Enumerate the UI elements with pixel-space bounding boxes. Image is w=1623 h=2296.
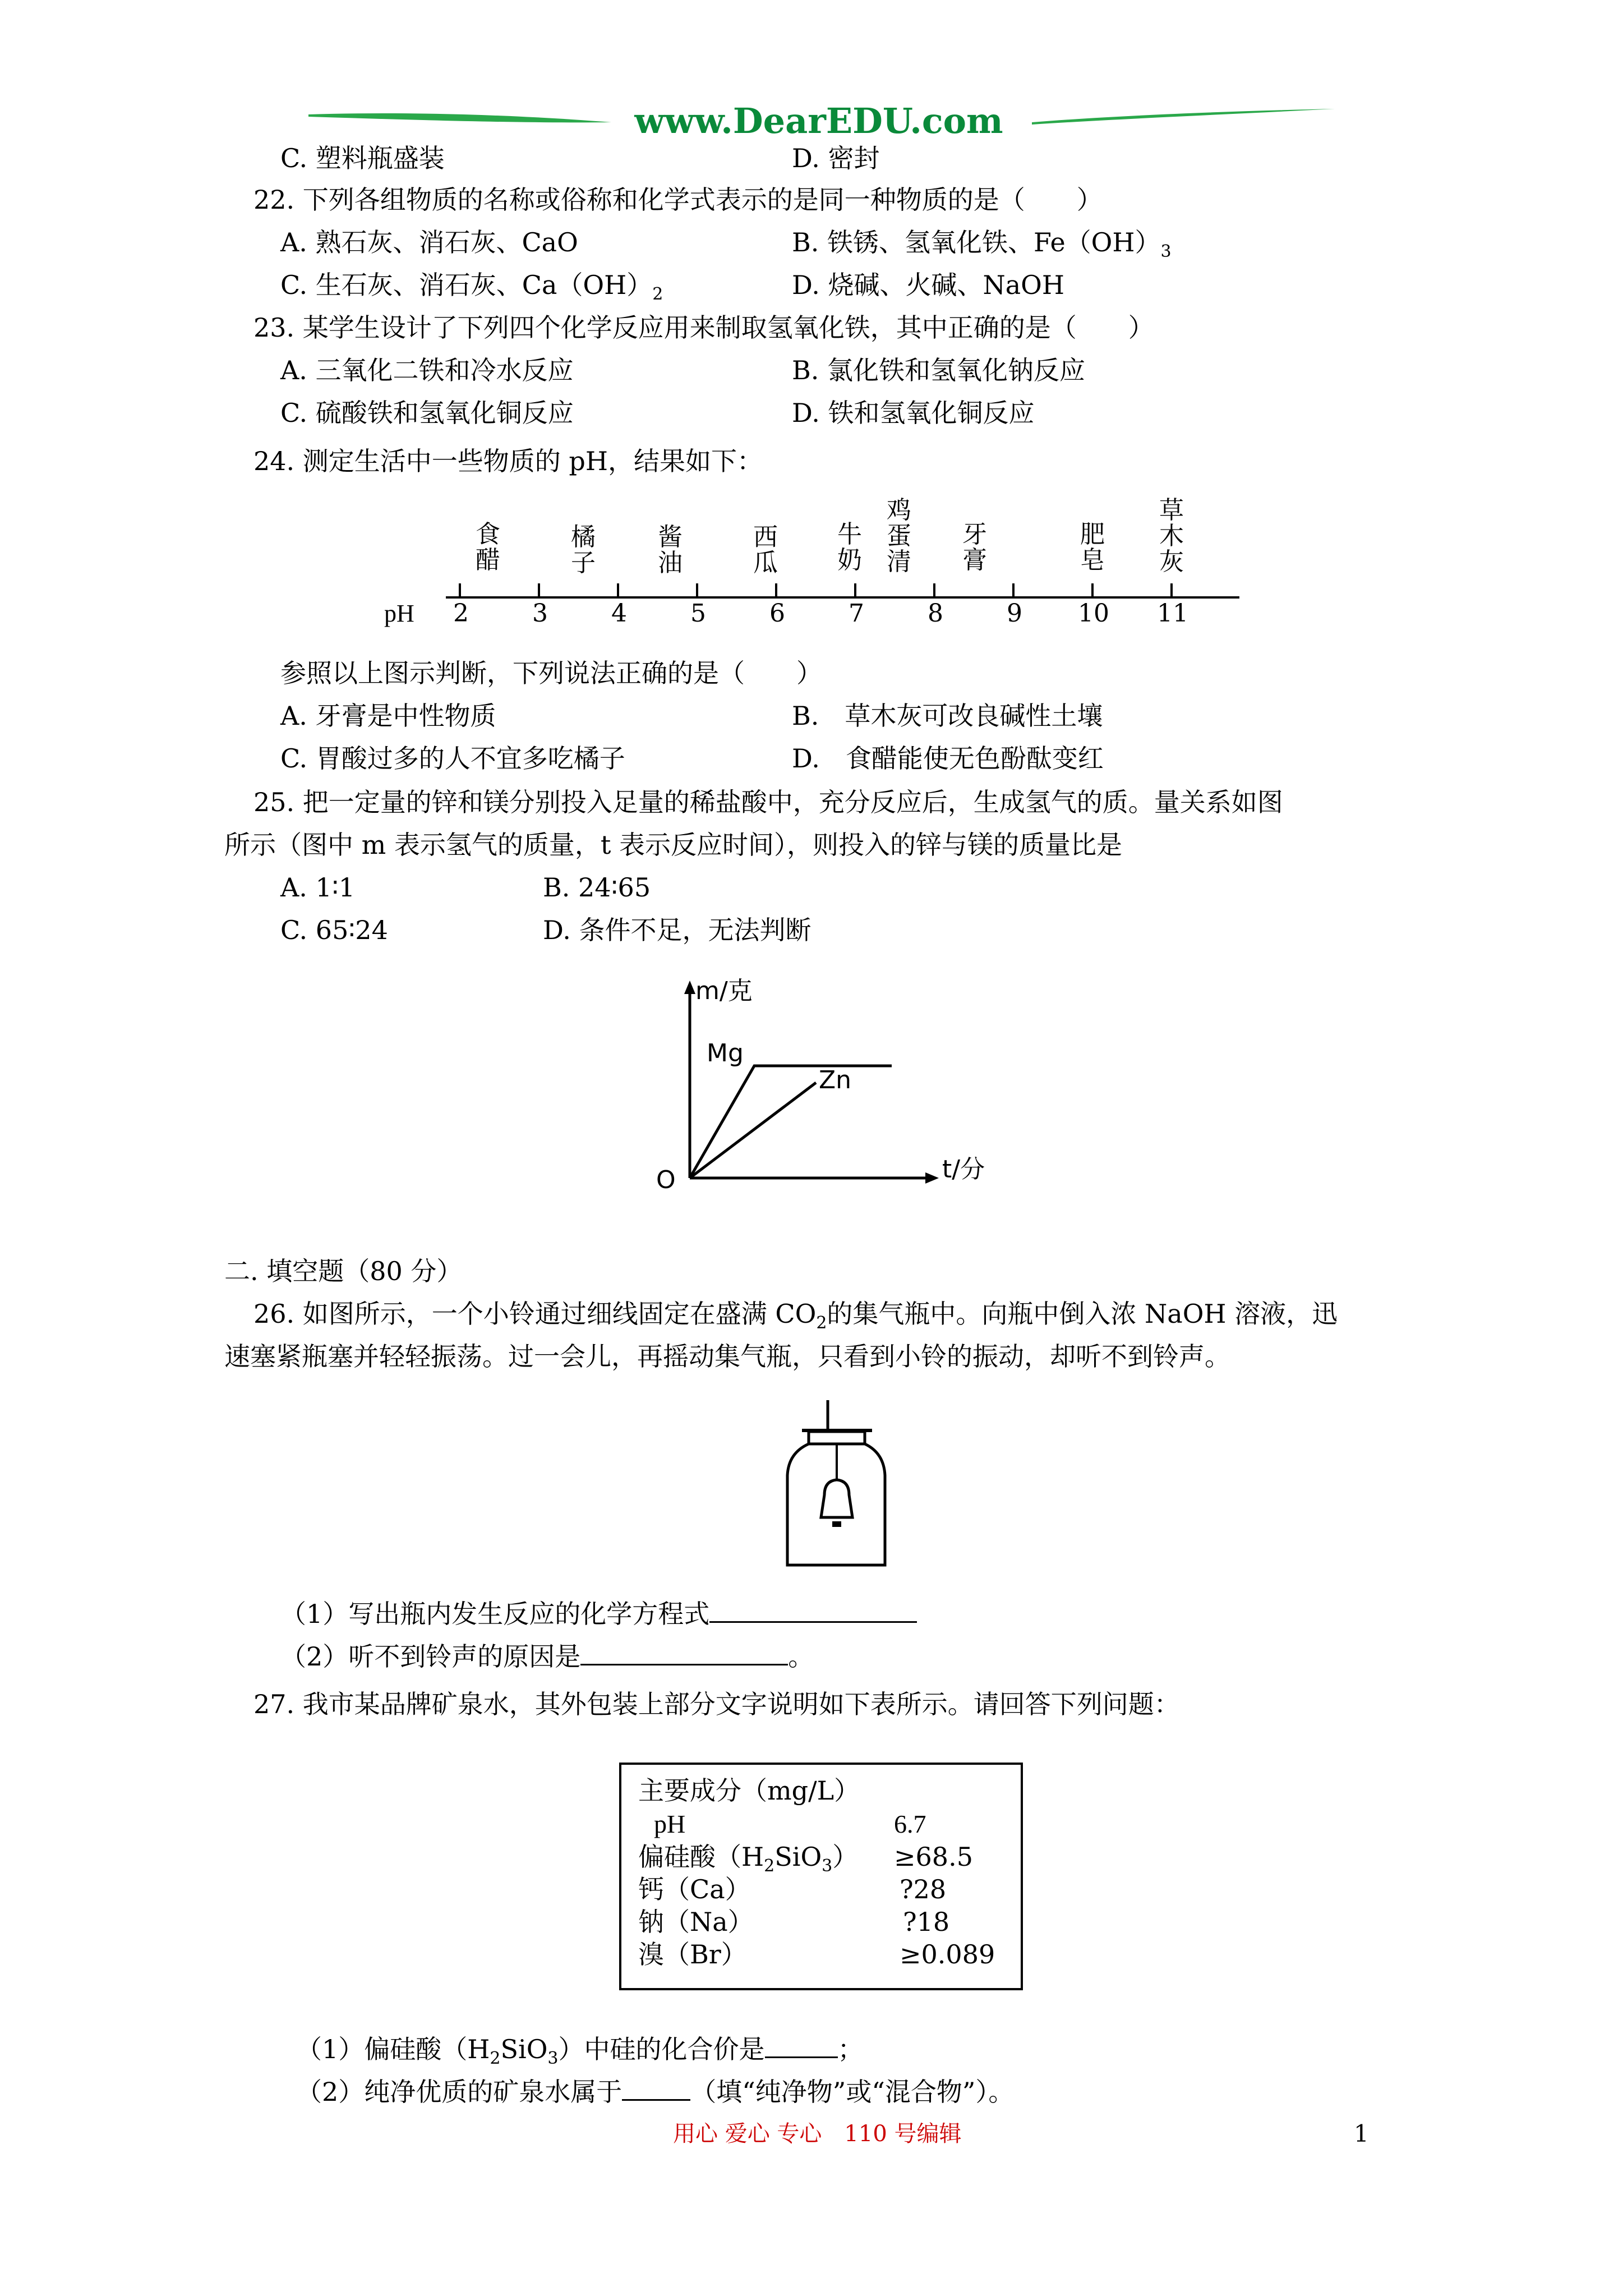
q22-option-d: D. 烧碱、火碱、NaOH (792, 270, 1064, 300)
ph-tick-2: 2 (453, 599, 469, 628)
graph-origin: O (656, 1166, 676, 1194)
q25-option-c: C. 65∶24 (280, 915, 388, 945)
mg-line (690, 1066, 892, 1178)
ph-label-milk: 牛奶 (837, 520, 862, 574)
ph-label-watermelon: 西瓜 (753, 523, 778, 577)
header-banner (303, 99, 1335, 144)
q26-sub1-answer-blank[interactable] (709, 1596, 917, 1623)
header-logo[interactable]: www.DearEDU.com (634, 100, 1003, 141)
q25-option-d: D. 条件不足，无法判断 (543, 915, 811, 945)
ph-scale-figure (381, 494, 1251, 639)
q27-stem: 27. 我市某品牌矿泉水，其外包装上部分文字说明如下表所示。请回答下列问题： (253, 1689, 1180, 1719)
table-row2-name: 钙（Ca） (638, 1874, 751, 1904)
q26-sub1: （1）写出瓶内发生反应的化学方程式 (280, 1596, 917, 1631)
q23-stem: 23. 某学生设计了下列四个化学反应用来制取氢氧化铁，其中正确的是（ ） (253, 312, 1154, 343)
table-row3-value: ?18 (903, 1907, 950, 1937)
q24-option-d: D. 食醋能使无色酚酞变红 (792, 743, 1104, 774)
q22-stem: 22. 下列各组物质的名称或俗称和化学式表示的是同一种物质的是（ ） (253, 185, 1103, 215)
ph-tick-8: 8 (928, 599, 943, 628)
graph-y-label: m/克 (695, 977, 753, 1005)
bell-jar-drawing (780, 1397, 892, 1576)
q23-option-c: C. 硫酸铁和氢氧化铜反应 (280, 398, 574, 428)
q22-option-c: C. 生石灰、消石灰、$Ca(OH)_2$ (280, 270, 663, 304)
ph-tick-9: 9 (1007, 599, 1022, 628)
q22-option-b: B. 铁锈、氢氧化铁、$Fe(OH)_3$ (792, 227, 1172, 261)
table-row1-name: 偏硅酸$(H_2SiO_3)$ (638, 1842, 859, 1876)
header-swoosh-left (303, 99, 617, 144)
section2-title: 二. 填空题（80 分） (224, 1256, 463, 1286)
q24-prompt: 参照以上图示判断，下列说法正确的是（ ） (280, 658, 822, 688)
graph-zn-label: Zn (819, 1066, 852, 1094)
q21-option-c: C. 塑料瓶盛装 (280, 143, 445, 173)
table-title: 主要成分（mg/L） (638, 1775, 860, 1806)
ph-tick-7: 7 (849, 599, 864, 628)
q27-sub2-answer-blank[interactable] (622, 2074, 690, 2101)
q27-sub1-answer-blank[interactable] (765, 2032, 838, 2058)
q26-stem-line1: 26. 如图所示，一个小铃通过细线固定在盛满 $CO_2$的集气瓶中。向瓶中倒入浓 NaOH 溶液，迅 (253, 1299, 1338, 1333)
ph-label-soy-sauce: 酱油 (658, 523, 683, 577)
ph-tick-11: 11 (1157, 599, 1188, 628)
q27-sub1: （1）偏硅酸$(H_2SiO_3)$中硅的化合价是 ； (296, 2032, 864, 2076)
zn-line (690, 1083, 816, 1178)
mineral-water-table (619, 1763, 1023, 1990)
bell-icon (821, 1480, 852, 1517)
bell-jar-figure (780, 1397, 892, 1576)
ph-tick-3: 3 (532, 599, 548, 628)
ph-label-vinegar: 食醋 (476, 520, 500, 574)
q25-stem-line2: 所示（图中 m 表示氢气的质量，t 表示反应时间），则投入的锌与镁的质量比是 (224, 830, 1122, 860)
ph-tick-10: 10 (1078, 599, 1109, 628)
q24-option-b: B. 草木灰可改良碱性土壤 (792, 701, 1103, 731)
header-swoosh-right (1026, 99, 1340, 144)
table-ph-value: 6.7 (894, 1810, 926, 1838)
ph-tick-4: 4 (611, 599, 627, 628)
ph-label-soap: 肥皂 (1080, 520, 1105, 574)
q25-option-b: B. 24∶65 (543, 872, 651, 903)
table-row2-value: ?28 (900, 1874, 947, 1904)
q21-option-d: D. 密封 (792, 143, 880, 173)
q23-option-d: D. 铁和氢氧化铜反应 (792, 398, 1035, 428)
table-row4-name: 溴（Br） (638, 1939, 747, 1970)
q24-option-a: A. 牙膏是中性物质 (280, 701, 496, 731)
q23-option-a: A. 三氧化二铁和冷水反应 (280, 355, 574, 385)
ph-axis (381, 494, 1251, 639)
graph-mg-label: Mg (707, 1039, 744, 1068)
ph-label-orange: 橘子 (571, 523, 596, 577)
q25-option-a: A. 1∶1 (280, 872, 355, 903)
ph-axis-label: pH (384, 600, 414, 627)
q24-stem: 24. 测定生活中一些物质的 pH，结果如下： (253, 446, 763, 476)
footer-credit: 用心 爱心 专心 110 号编辑 (673, 2121, 962, 2147)
q26-sub2-answer-blank[interactable] (580, 1639, 788, 1665)
ph-label-plant-ash: 草木灰 (1159, 496, 1184, 576)
table-row4-value: ≥0.089 (900, 1939, 995, 1970)
q23-option-b: B. 氯化铁和氢氧化钠反应 (792, 355, 1086, 385)
table-ph-name: pH (654, 1810, 686, 1838)
q27-sub2: （2）纯净优质的矿泉水属于 （填“纯净物”或“混合物”）。 (296, 2074, 1014, 2109)
q25-stem-line1: 25. 把一定量的锌和镁分别投入足量的稀盐酸中，充分反应后，生成氢气的质。量关系如图 (253, 787, 1283, 817)
ph-tick-5: 5 (690, 599, 706, 628)
graph-x-label: t/分 (942, 1155, 985, 1184)
q26-stem-line2: 速塞紧瓶塞并轻轻振荡。过一会儿，再摇动集气瓶，只看到小铃的振动，却听不到铃声。 (224, 1341, 1230, 1372)
q24-option-c: C. 胃酸过多的人不宜多吃橘子 (280, 743, 625, 774)
ph-tick-marks (460, 583, 1172, 597)
page-number: 1 (1354, 2120, 1369, 2147)
ph-label-toothpaste: 牙膏 (962, 520, 987, 574)
ph-tick-6: 6 (769, 599, 785, 628)
q26-sub2: （2）听不到铃声的原因是 。 (280, 1639, 814, 1673)
table-row3-name: 钠（Na） (638, 1907, 754, 1937)
mass-time-graph (651, 970, 998, 1206)
ph-label-egg-white: 鸡蛋清 (887, 496, 911, 576)
q22-option-a: A. 熟石灰、消石灰、CaO (280, 227, 578, 257)
table-row1-value: ≥68.5 (894, 1842, 973, 1872)
